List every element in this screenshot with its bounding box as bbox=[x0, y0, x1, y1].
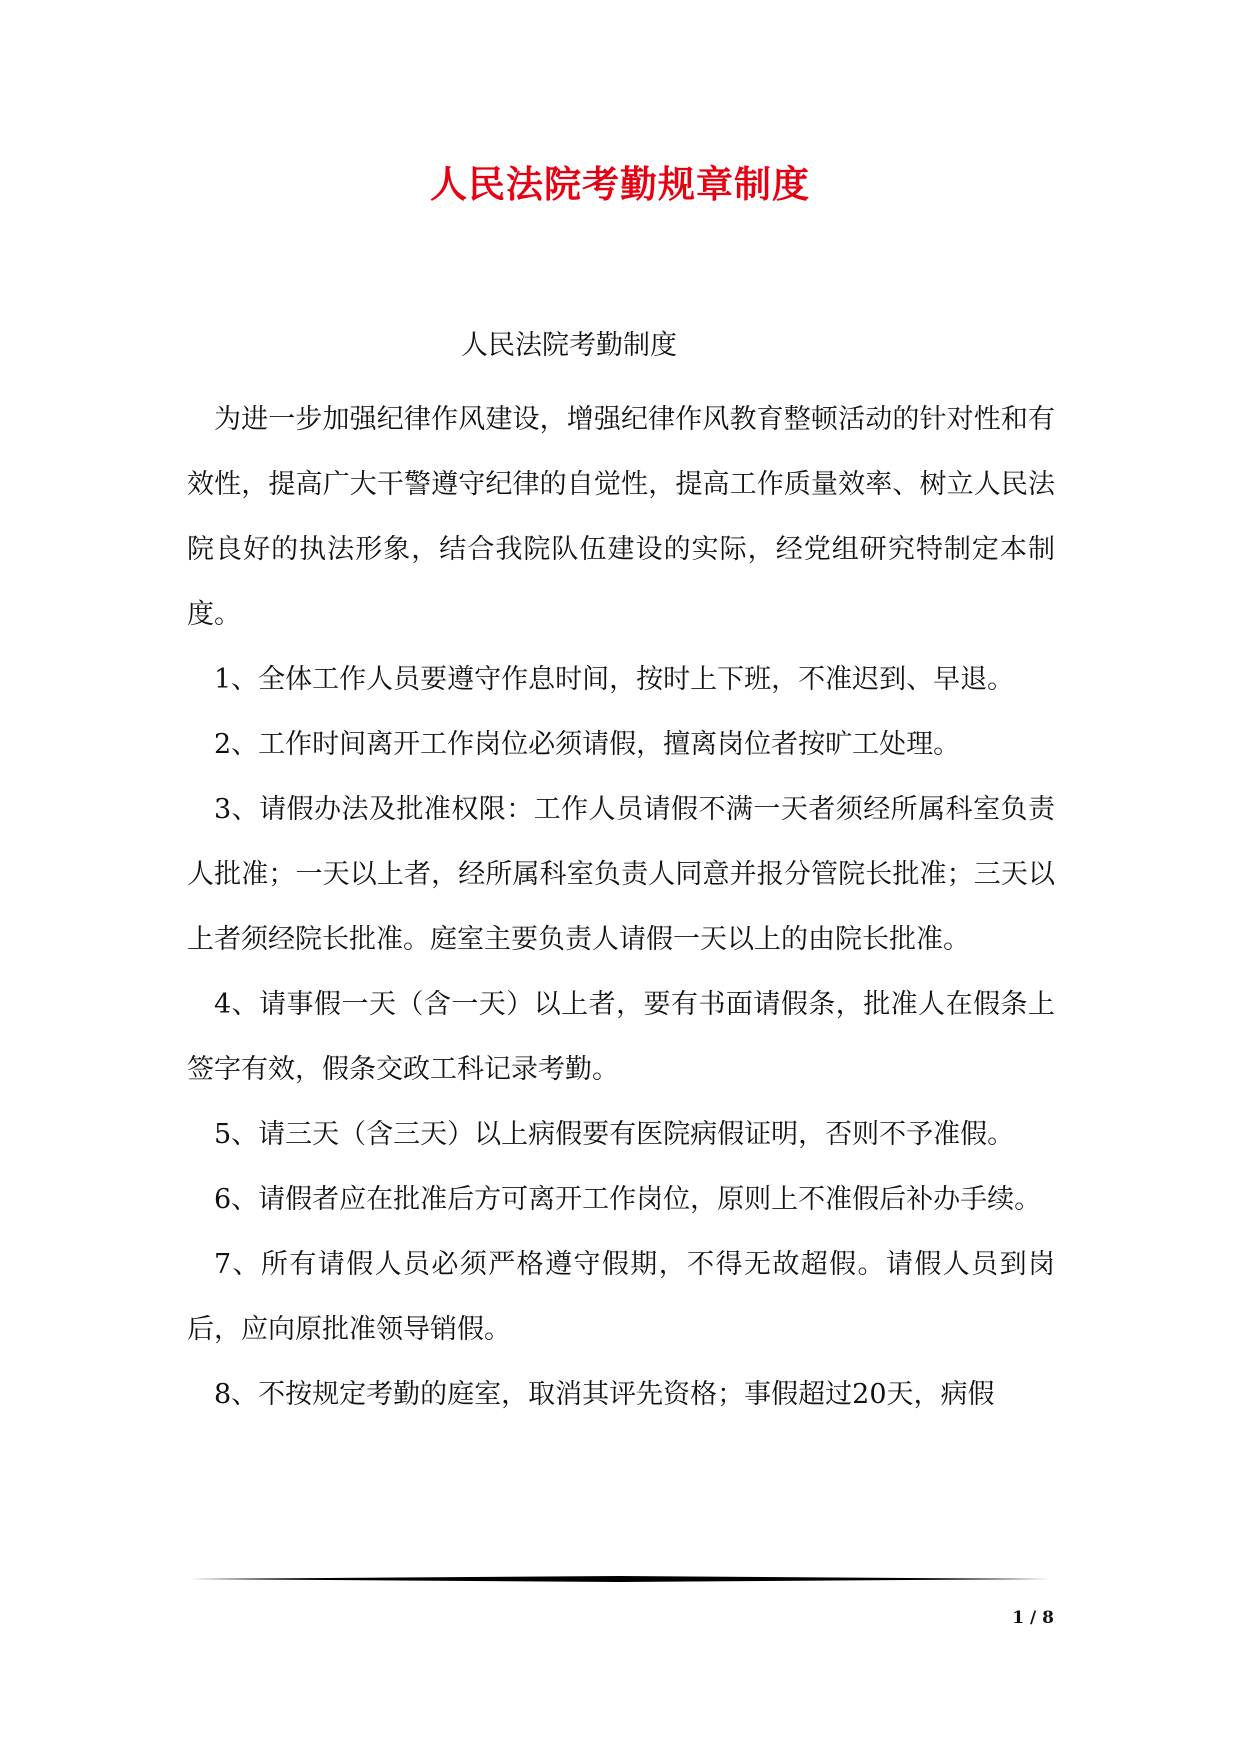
paragraph-item-8: 8、不按规定考勤的庭室，取消其评先资格；事假超过20天，病假 bbox=[214, 1379, 995, 1410]
paragraph-item-6: 6、请假者应在批准后方可离开工作岗位，原则上不准假后补办手续。 bbox=[214, 1184, 1042, 1215]
document-title: 人民法院考勤规章制度 bbox=[430, 162, 810, 206]
document-subtitle: 人民法院考勤制度 bbox=[461, 330, 677, 361]
paragraph-item-7: 7、所有请假人员必须严格遵守假期，不得无故超假。请假人员到岗后，应向原批准领导销假。 bbox=[187, 1249, 1055, 1345]
page-number: 1 / 8 bbox=[1012, 1608, 1054, 1628]
paragraph-item-5: 5、请三天（含三天）以上病假要有医院病假证明，否则不予准假。 bbox=[214, 1119, 1015, 1150]
paragraph-intro: 为进一步加强纪律作风建设，增强纪律作风教育整顿活动的针对性和有效性，提高广大干警遵守纪律的自觉性，提高工作质量效率、树立人民法院良好的执法形象，结合我院队伍建设的实际，经党组研究特制定本制度。 bbox=[187, 404, 1055, 630]
paragraph-item-1: 1、全体工作人员要遵守作息时间，按时上下班，不准迟到、早退。 bbox=[214, 664, 1015, 695]
document-body bbox=[187, 322, 1055, 1427]
footer-divider bbox=[190, 1576, 1050, 1582]
paragraph-item-4: 4、请事假一天（含一天）以上者，要有书面请假条，批准人在假条上签字有效，假条交政工科记录考勤。 bbox=[187, 989, 1055, 1085]
paragraph-item-2: 2、工作时间离开工作岗位必须请假，擅离岗位者按旷工处理。 bbox=[214, 729, 961, 760]
paragraph-item-3: 3、请假办法及批准权限：工作人员请假不满一天者须经所属科室负责人批准；一天以上者，经所属科室负责人同意并报分管院长批准；三天以上者须经院长批准。庭室主要负责人请假一天以上的由院长批准。 bbox=[187, 794, 1055, 955]
